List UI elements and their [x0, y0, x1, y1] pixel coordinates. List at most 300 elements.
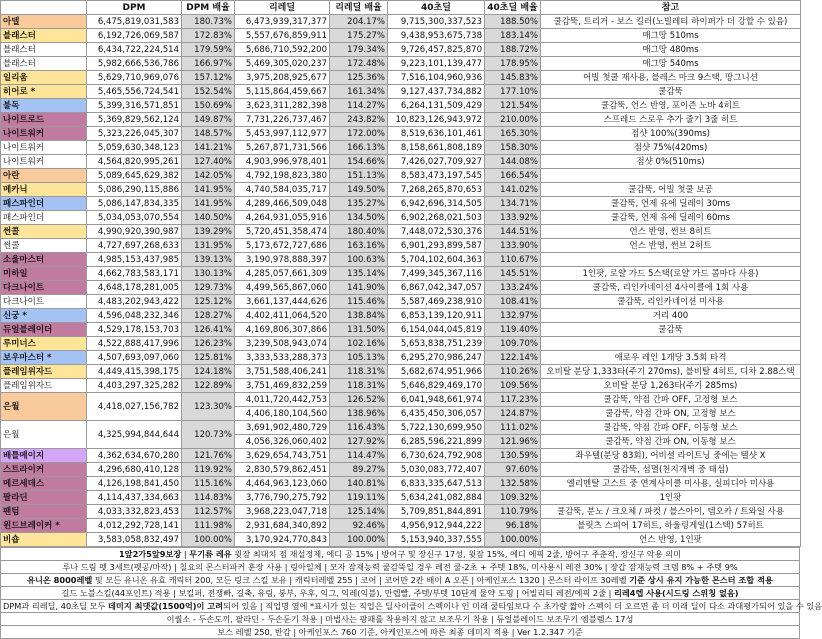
rr-value: 4,285,057,661,309	[235, 267, 330, 281]
table-row	[1, 281, 801, 295]
dpm-ratio: 115.16%	[182, 477, 235, 491]
dpm-ratio: 125.12%	[182, 295, 235, 309]
rr-value: 7,731,226,737,467	[235, 113, 330, 127]
rr-value: 5,453,997,112,977	[235, 127, 330, 141]
rr-ratio: 114.27%	[330, 99, 388, 113]
dpm-value: 4,522,888,417,996	[87, 337, 182, 351]
footer-line-3: 유니온 8000레벨 및 모든 유니온 유효 캐릭터 200, 모든 링크 스킬 보유 | 캐릭터레벨 255 | 코어 | 코어만 2칸 배이 A 오픈 | 아케인포스 1320 | 몬스터 라이프 30레벨 기준 상시 유지 가능한 몬스터 조합 적용	[1, 574, 800, 587]
d40-value: 5,646,829,469,170	[388, 379, 485, 393]
rr-value: 3,975,208,925,677	[235, 71, 330, 85]
class-name: 미하일	[1, 267, 87, 281]
note: 쿨감뚝, 리인카네이션 미사용	[541, 295, 801, 309]
rr-value: 3,623,311,282,398	[235, 99, 330, 113]
d40-value: 5,682,674,951,966	[388, 365, 485, 379]
dpm-ratio: 122.89%	[182, 379, 235, 393]
d40-ratio: 133.92%	[485, 211, 541, 225]
rr-value: 3,190,978,888,397	[235, 253, 330, 267]
note: 쿨감뚝	[541, 323, 801, 337]
rr-ratio: 118.31%	[330, 365, 388, 379]
dpm-value: 4,727,697,268,633	[87, 239, 182, 253]
rr-ratio: 89.27%	[330, 463, 388, 477]
rr-value: 5,469,305,020,237	[235, 57, 330, 71]
rr-ratio: 125.14%	[330, 505, 388, 519]
class-name: 블래스터	[1, 57, 87, 71]
dpm-ratio: 152.54%	[182, 85, 235, 99]
dpm-value: 5,089,645,629,382	[87, 169, 182, 183]
table-row	[1, 477, 801, 491]
class-name: 패스파인더	[1, 211, 87, 225]
note: 매그땅 510ms	[541, 29, 801, 43]
note	[541, 253, 801, 267]
d40-value: 6,867,042,347,057	[388, 281, 485, 295]
d40-value: 4,956,912,944,222	[388, 519, 485, 533]
rr-ratio: 141.90%	[330, 281, 388, 295]
d40-ratio: 119.40%	[485, 323, 541, 337]
rr-ratio: 172.48%	[330, 57, 388, 71]
header-dpm: DPM	[87, 1, 182, 15]
dpm-value: 5,465,556,724,541	[87, 85, 182, 99]
note: 점샷 75%(420ms)	[541, 141, 801, 155]
rr-value: 4,056,326,060,402	[235, 435, 330, 449]
rr-ratio: 138.84%	[330, 309, 388, 323]
table-row	[1, 379, 801, 393]
d40-ratio: 121.96%	[485, 435, 541, 449]
class-name: 메르세데스	[1, 477, 87, 491]
d40-ratio: 110.67%	[485, 253, 541, 267]
d40-ratio: 122.14%	[485, 351, 541, 365]
d40-value: 7,426,027,709,927	[388, 155, 485, 169]
dpm-value: 5,323,226,045,307	[87, 127, 182, 141]
note: 쿨감뚝, 약점 간파 ON, 고정형 보스	[541, 407, 801, 421]
note: 쿨감뚝, 어빌 첫쿨 보공	[541, 183, 801, 197]
table-row	[1, 155, 801, 169]
dpm-ratio: 141.21%	[182, 141, 235, 155]
d40-value: 6,942,696,314,505	[388, 197, 485, 211]
rr-value: 4,792,198,823,380	[235, 169, 330, 183]
rr-ratio: 154.66%	[330, 155, 388, 169]
note: 매그땅 480ms	[541, 43, 801, 57]
class-name: 윈드브레이커 *	[1, 519, 87, 533]
rr-ratio: 119.11%	[330, 491, 388, 505]
d40-ratio: 97.60%	[485, 463, 541, 477]
dpm-ratio: 111.98%	[182, 519, 235, 533]
footer-line-2: 루나 드림 펫 3세트(펫공/마작) | 칠요의 몬스터파커 훈장 사용 | 링아일체 | 모자 잠재능력 쿨감뚝일 경우 레전 쿨-2초 + 주텟 18%, 미사용시 레전 30% | 장갑 잠재능력 크뎀 8% + 주텟 9%	[1, 561, 800, 574]
note	[541, 337, 801, 351]
d40-value: 6,853,139,120,911	[388, 309, 485, 323]
note: 쿨감뚝	[541, 85, 801, 99]
dpm-value: 4,596,048,232,346	[87, 309, 182, 323]
class-name: 블래스터	[1, 29, 87, 43]
dpm-value: 4,564,820,995,261	[87, 155, 182, 169]
rr-value: 3,661,137,444,626	[235, 295, 330, 309]
rr-value: 3,629,654,743,751	[235, 449, 330, 463]
d40-value: 5,030,083,772,407	[388, 463, 485, 477]
class-name: 패스파인더	[1, 197, 87, 211]
note: 쿨감뚝, 언제 유에 딜레이 30ms	[541, 197, 801, 211]
class-name: 블래스터	[1, 43, 87, 57]
rr-ratio: 114.47%	[330, 449, 388, 463]
rr-ratio: 100.00%	[330, 533, 388, 547]
table-row	[1, 197, 801, 211]
d40-ratio: 144.08%	[485, 155, 541, 169]
header-dpm-ratio: DPM 배율	[182, 1, 235, 15]
d40-ratio: 109.56%	[485, 379, 541, 393]
table-row	[1, 365, 801, 379]
d40-ratio: 100.00%	[485, 533, 541, 547]
class-name: 다크나이트	[1, 295, 87, 309]
dpm-value: 4,648,178,281,005	[87, 281, 182, 295]
d40-ratio: 210.00%	[485, 113, 541, 127]
class-name: 배틀메이지	[1, 449, 87, 463]
class-name: 메카닉	[1, 183, 87, 197]
note: 쿨감뚝, 언제 유에 딜레이 60ms	[541, 211, 801, 225]
note: 거리 400	[541, 309, 801, 323]
class-name: 신궁 *	[1, 309, 87, 323]
note: 점샷 100%(390ms)	[541, 127, 801, 141]
footer-line-1: 1앞2가5앞9보장 | 무기류 레유 윗잠 최대치 점 재설정제, 에디 공 15% | 방어구 및 장신구 17성, 윗잠 15%, 에디 에픽 2줄, 방어구 주춘작, 장신구 악용 의미	[1, 548, 800, 561]
footer-line-7: 보스 레벨 250, 반감 | 아케인포스 760 기준, 아케인포스에 따른 최종 데미지 적용 | Ver 1.2.347 기준	[1, 626, 800, 639]
d40-ratio: 110.26%	[485, 365, 541, 379]
d40-value: 5,704,102,604,363	[388, 253, 485, 267]
dpm-ratio: 140.50%	[182, 211, 235, 225]
rr-value: 4,011,720,442,753	[235, 393, 330, 407]
dpm-ratio: 126.41%	[182, 323, 235, 337]
class-name: 히어로 *	[1, 85, 87, 99]
rr-value: 2,830,579,862,451	[235, 463, 330, 477]
table-row	[1, 533, 801, 547]
dpm-value: 4,985,153,437,985	[87, 253, 182, 267]
rr-value: 4,740,584,035,717	[235, 183, 330, 197]
rr-value: 3,333,533,288,373	[235, 351, 330, 365]
d40-ratio: 132.58%	[485, 477, 541, 491]
table-row	[1, 463, 801, 477]
class-name: 루미너스	[1, 337, 87, 351]
note: 엘리멘탈 고스트 중 연계사이클 미사용, 실피디아 미사용	[541, 477, 801, 491]
note: 오비탈 분당 1,263타(주기 285ms)	[541, 379, 801, 393]
note: 스프레드 스로우 추가 줄기 3줄 히트	[541, 113, 801, 127]
dpm-value: 4,529,178,153,703	[87, 323, 182, 337]
d40-ratio: 145.83%	[485, 71, 541, 85]
table-row	[1, 169, 801, 183]
dpm-value: 4,296,680,410,128	[87, 463, 182, 477]
table-row	[1, 43, 801, 57]
footer-line-5: DPM과 리레딜, 40초딜 모두 데미지 최댓값(1500억)이 고려되어 있음 | 직업명 옆에 *표시가 있는 직업은 딜사이클이 스펙이나 인 미래 쿨타임보다 수 초가량 짧아 스펙이 더 오르면 좀 더 미래 딜이 다소 과대평가되어 있을 수 있음	[1, 600, 800, 613]
rr-value: 4,406,180,104,560	[235, 407, 330, 421]
d40-value: 7,448,072,530,376	[388, 225, 485, 239]
rr-ratio: 126.52%	[330, 393, 388, 407]
d40-value: 5,634,241,082,884	[388, 491, 485, 505]
rr-ratio: 116.43%	[330, 421, 388, 435]
rr-value: 4,402,411,064,520	[235, 309, 330, 323]
rr-value: 5,557,676,859,911	[235, 29, 330, 43]
dpm-ratio: 148.57%	[182, 127, 235, 141]
d40-value: 6,730,624,792,908	[388, 449, 485, 463]
dpm-value: 4,418,027,156,782	[87, 393, 182, 421]
d40-value: 9,715,300,337,523	[388, 15, 485, 29]
rr-value: 5,115,864,459,667	[235, 85, 330, 99]
rr-value: 4,499,565,867,060	[235, 281, 330, 295]
table-row	[1, 253, 801, 267]
class-name: 플레임위자드	[1, 365, 87, 379]
class-name: 듀얼블레이더	[1, 323, 87, 337]
d40-ratio: 130.59%	[485, 449, 541, 463]
dpm-ratio: 120.73%	[182, 421, 235, 449]
class-name: 보우마스터 *	[1, 351, 87, 365]
rr-ratio: 175.27%	[330, 29, 388, 43]
dpm-ratio: 127.40%	[182, 155, 235, 169]
dpm-ratio: 114.83%	[182, 491, 235, 505]
d40-ratio: 110.79%	[485, 505, 541, 519]
rr-value: 5,173,672,727,686	[235, 239, 330, 253]
d40-value: 5,587,469,238,910	[388, 295, 485, 309]
table-row	[1, 29, 801, 43]
table-row	[1, 449, 801, 463]
d40-ratio: 96.18%	[485, 519, 541, 533]
note: 1인팟	[541, 491, 801, 505]
class-name: 은월	[1, 421, 87, 449]
class-name: 팔라딘	[1, 491, 87, 505]
dpm-ratio: 180.73%	[182, 15, 235, 29]
rr-ratio: 140.81%	[330, 477, 388, 491]
class-name: 플레임위자드	[1, 379, 87, 393]
footer-line-6: 이퀄소 - 두손도끼, 팔라딘 - 두손둔기 착용 | 마법사는 팡패를 착용하지 않고 보조무기 착용 | 듀얼블레이드 보조무기 엠블렘스 17성	[1, 613, 800, 626]
rr-ratio: 204.17%	[330, 15, 388, 29]
d40-ratio: 183.14%	[485, 29, 541, 43]
dpm-value: 4,362,634,670,280	[87, 449, 182, 463]
dpm-value: 5,399,316,571,851	[87, 99, 182, 113]
d40-ratio: 145.51%	[485, 267, 541, 281]
dpm-value: 6,434,722,224,514	[87, 43, 182, 57]
dpm-ratio: 149.87%	[182, 113, 235, 127]
d40-value: 6,154,044,045,819	[388, 323, 485, 337]
dpm-ratio: 121.76%	[182, 449, 235, 463]
note: 매그땅 540ms	[541, 57, 801, 71]
note: 언스 반영, 1인팟	[541, 533, 801, 547]
class-name: 썬콜	[1, 225, 87, 239]
header-rr: 리레딜	[235, 1, 330, 15]
rr-value: 6,473,939,317,377	[235, 15, 330, 29]
rr-value: 4,464,963,123,060	[235, 477, 330, 491]
rr-ratio: 172.00%	[330, 127, 388, 141]
dpm-value: 4,662,783,583,171	[87, 267, 182, 281]
d40-ratio: 124.87%	[485, 407, 541, 421]
dpm-ratio: 179.59%	[182, 43, 235, 57]
dpm-ratio: 150.69%	[182, 99, 235, 113]
dpm-ratio: 100.00%	[182, 533, 235, 547]
note: 블릿츠 스피어 17히트, 하울링게일(1스택) 57히트	[541, 519, 801, 533]
d40-value: 9,223,101,139,477	[388, 57, 485, 71]
note: 쿨감뚝, 분노 / 크오체 / 파컷 / 블스아이, 템오카 / 트와일 사용	[541, 505, 801, 519]
d40-value: 5,709,851,844,891	[388, 505, 485, 519]
rr-value: 5,686,710,592,200	[235, 43, 330, 57]
note: 애로우 레인 1개당 3.5회 타격	[541, 351, 801, 365]
d40-value: 6,264,131,509,429	[388, 99, 485, 113]
class-name: 팬텀	[1, 505, 87, 519]
table-row	[1, 393, 801, 407]
d40-value: 6,295,270,986,247	[388, 351, 485, 365]
dpm-value: 6,475,819,031,583	[87, 15, 182, 29]
d40-ratio: 109.70%	[485, 337, 541, 351]
note: 쿨감뚝, 약점 간파 ON, 이동형 보스	[541, 435, 801, 449]
dpm-ratio: 123.30%	[182, 393, 235, 421]
d40-ratio: 188.72%	[485, 43, 541, 57]
rr-ratio: 131.50%	[330, 323, 388, 337]
d40-ratio: 141.02%	[485, 183, 541, 197]
rr-ratio: 105.13%	[330, 351, 388, 365]
dpm-value: 5,369,829,562,124	[87, 113, 182, 127]
dpm-ratio: 131.95%	[182, 239, 235, 253]
rr-value: 3,751,588,406,241	[235, 365, 330, 379]
dpm-ratio: 125.81%	[182, 351, 235, 365]
d40-ratio: 111.02%	[485, 421, 541, 435]
dpm-value: 5,982,666,536,786	[87, 57, 182, 71]
rr-ratio: 138.96%	[330, 407, 388, 421]
table-row	[1, 267, 801, 281]
dpm-value: 4,033,332,823,453	[87, 505, 182, 519]
dpm-value: 4,325,994,844,644	[87, 421, 182, 449]
d40-ratio: 177.10%	[485, 85, 541, 99]
d40-value: 5,722,130,699,950	[388, 421, 485, 435]
note	[541, 169, 801, 183]
rr-value: 3,968,223,047,718	[235, 505, 330, 519]
table-row	[1, 85, 801, 99]
rr-ratio: 135.27%	[330, 197, 388, 211]
dpm-value: 4,012,292,728,141	[87, 519, 182, 533]
dpm-value: 5,086,147,834,335	[87, 197, 182, 211]
rr-value: 4,903,996,978,401	[235, 155, 330, 169]
table-row	[1, 99, 801, 113]
d40-value: 8,583,473,197,545	[388, 169, 485, 183]
rr-ratio: 243.82%	[330, 113, 388, 127]
rr-value: 3,691,902,480,729	[235, 421, 330, 435]
table-row	[1, 421, 801, 435]
d40-value: 9,127,437,734,882	[388, 85, 485, 99]
rr-value: 5,267,871,731,566	[235, 141, 330, 155]
class-name: 은월	[1, 393, 87, 421]
footer-notes	[0, 547, 822, 639]
table-row	[1, 211, 801, 225]
rr-ratio: 151.13%	[330, 169, 388, 183]
table-row	[1, 239, 801, 253]
d40-ratio: 109.32%	[485, 491, 541, 505]
dpm-ratio: 119.92%	[182, 463, 235, 477]
note: 쿨감뚝, 약점 간파 OFF, 이동형 보스	[541, 421, 801, 435]
class-name: 나이트워커	[1, 127, 87, 141]
note: 쿨감뚝, 약점 간파 OFF, 고정형 보스	[541, 393, 801, 407]
table-row	[1, 113, 801, 127]
dpm-value: 5,034,053,070,554	[87, 211, 182, 225]
dpm-ratio: 130.13%	[182, 267, 235, 281]
d40-ratio: 133.90%	[485, 239, 541, 253]
d40-value: 9,438,953,675,738	[388, 29, 485, 43]
dpm-value: 5,086,290,115,886	[87, 183, 182, 197]
rr-ratio: 100.63%	[330, 253, 388, 267]
class-name: 스트라이커	[1, 463, 87, 477]
note: 오비탈 분당 1,333타(주기 270ms), 블비탈 4히트, 디차 2.88스택	[541, 365, 801, 379]
dpm-ratio: 139.13%	[182, 253, 235, 267]
table-row	[1, 71, 801, 85]
d40-value: 7,499,345,367,116	[388, 267, 485, 281]
table-row	[1, 337, 801, 351]
d40-value: 6,902,268,021,503	[388, 211, 485, 225]
table-row	[1, 323, 801, 337]
d40-value: 7,516,104,960,936	[388, 71, 485, 85]
header-row	[1, 1, 801, 15]
class-name: 썬콜	[1, 239, 87, 253]
table-row	[1, 183, 801, 197]
d40-value: 7,268,265,870,653	[388, 183, 485, 197]
class-name: 비숍	[1, 533, 87, 547]
class-name: 다크나이트	[1, 281, 87, 295]
table-row	[1, 309, 801, 323]
table-row	[1, 505, 801, 519]
dpm-ratio: 112.57%	[182, 505, 235, 519]
class-name: 나이트워커	[1, 141, 87, 155]
dpm-value: 4,126,198,841,450	[87, 477, 182, 491]
dpm-value: 4,507,693,097,060	[87, 351, 182, 365]
class-name: 불독	[1, 99, 87, 113]
rr-ratio: 180.40%	[330, 225, 388, 239]
rr-ratio: 166.13%	[330, 141, 388, 155]
header-note: 참고	[541, 1, 801, 15]
d40-ratio: 117.23%	[485, 393, 541, 407]
dpm-ratio: 141.95%	[182, 197, 235, 211]
table-row	[1, 351, 801, 365]
rr-value: 4,169,806,307,866	[235, 323, 330, 337]
dpm-value: 4,114,437,334,663	[87, 491, 182, 505]
table-row	[1, 57, 801, 71]
dpm-value: 5,629,710,969,076	[87, 71, 182, 85]
note: 쿨감뚝, 섬멸(천지개벽 중 태섬)	[541, 463, 801, 477]
d40-ratio: 178.95%	[485, 57, 541, 71]
class-name: 일리움	[1, 71, 87, 85]
rr-ratio: 118.31%	[330, 379, 388, 393]
note: 1인팟, 로얄 가드 5스택(로얄 가드 콤마다 사용)	[541, 267, 801, 281]
header-class	[1, 1, 87, 15]
d40-value: 8,519,636,101,461	[388, 127, 485, 141]
dpm-ratio: 139.29%	[182, 225, 235, 239]
d40-value: 5,653,838,751,239	[388, 337, 485, 351]
note: 언스 반영, 썬브 2히트	[541, 239, 801, 253]
rr-ratio: 134.50%	[330, 211, 388, 225]
d40-value: 10,823,126,943,972	[388, 113, 485, 127]
note: 좌우텔(분당 83회), 어비셜 라이트닝 중에는 텔샷 X	[541, 449, 801, 463]
d40-value: 6,901,293,899,587	[388, 239, 485, 253]
table-row	[1, 295, 801, 309]
rr-ratio: 125.36%	[330, 71, 388, 85]
d40-value: 9,726,457,825,870	[388, 43, 485, 57]
d40-ratio: 133.24%	[485, 281, 541, 295]
dpm-ratio: 124.18%	[182, 365, 235, 379]
rr-ratio: 102.16%	[330, 337, 388, 351]
rr-ratio: 92.46%	[330, 519, 388, 533]
table-row	[1, 225, 801, 239]
class-name: 아란	[1, 169, 87, 183]
d40-value: 6,041,948,661,974	[388, 393, 485, 407]
class-name: 나이트로드	[1, 113, 87, 127]
header-d40-ratio: 40초딜 배율	[485, 1, 541, 15]
d40-ratio: 165.30%	[485, 127, 541, 141]
note: 언스 반영, 썬브 8히트	[541, 225, 801, 239]
dpm-ratio: 126.23%	[182, 337, 235, 351]
note: 점샷 0%(510ms)	[541, 155, 801, 169]
dpm-value: 4,990,920,390,987	[87, 225, 182, 239]
note: 쿨감뚝, 트리거 - 보스 킬러(노빌레티 하이퍼가 더 강할 수 있음)	[541, 15, 801, 29]
d40-ratio: 188.50%	[485, 15, 541, 29]
rr-ratio: 135.14%	[330, 267, 388, 281]
table-row	[1, 491, 801, 505]
dpm-value: 3,583,058,832,497	[87, 533, 182, 547]
